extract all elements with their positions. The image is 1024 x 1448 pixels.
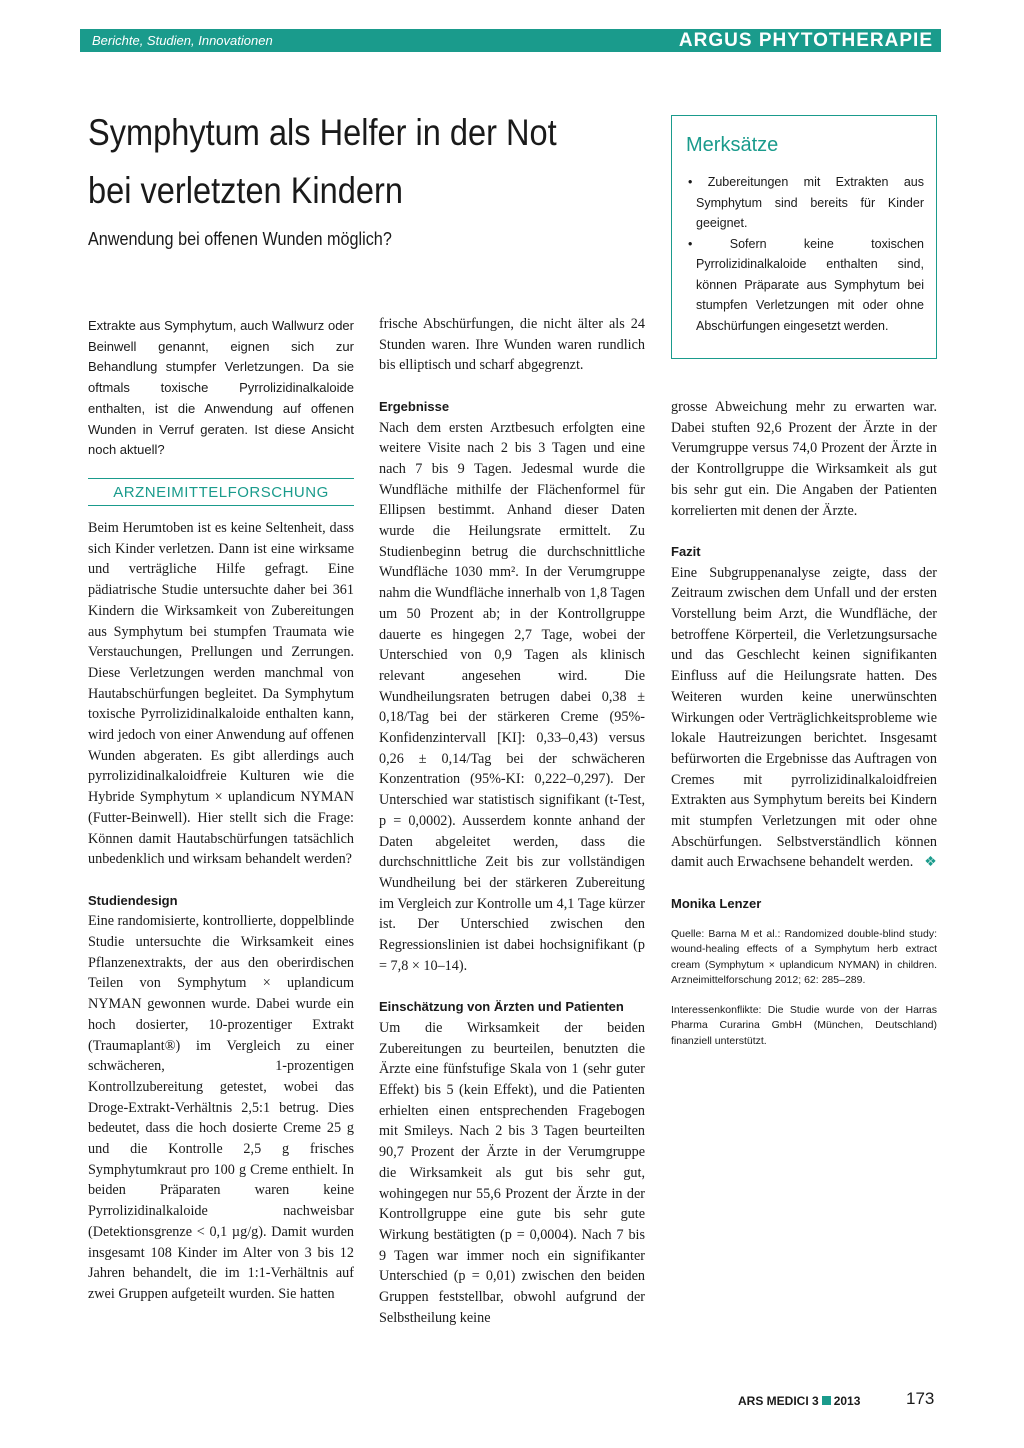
page-number: 173 xyxy=(906,1389,935,1408)
conflicts-of-interest: Interessenkonflikte: Die Studie wurde von der Harras Pharma Curarina GmbH (München, Deutschland) finanziell unterstützt. xyxy=(671,1003,937,1047)
fazit-text: Eine Subgruppenanalyse zeigte, dass der Zeitraum zwischen dem Unfall und der ersten Vorstellung beim Arzt, die Wundfläche, der betroffene Körperteil, die Verletzungsursache und das Geschlecht keinen signifikanten Einfluss auf die Heilungsrate hatten. Des Weiteren wurden keine unerwünschten Wirkungen oder Verträglichkeitsprobleme wie lokale Hautreizungen berichtet. Insgesamt befürworten die Ergebnisse das Auftragen von Cremes mit pyrrolizidinalkaloidfreien Extrakten aus Symphytum bereits bei Kindern mit stumpfen Verletzungen mit oder ohne Abschürfungen. Selbstverständlich können damit auch Erwachsene behandelt werden. xyxy=(671,564,937,871)
heading-fazit: Fazit xyxy=(671,543,701,559)
square-icon xyxy=(822,1396,831,1405)
section-label: ARZNEIMITTELFORSCHUNG xyxy=(88,478,354,506)
body-paragraph: Nach dem ersten Arztbesuch erfolgten eine weitere Visite nach 2 bis 3 Tagen und eine nach 7 bis 9 Tagen. Jedesmal wurde die Wundfläche mithilfe der Flächenformel für Ellipsen bestimmt. Anhand dieser Daten wurde die Heilungsrate ermittelt. Zu Studienbeginn betrug die durchschnittliche Wundfläche 1030 mm². In der Verumgruppe nahm die Wundfläche innerhalb von 1,8 Tagen um 50 Prozent ab; in der Kontrollgruppe dauerte es hingegen 2,7 Tage, wobei der Unterschied von 0,9 Tagen als klinisch relevant angesehen wird. Die Wundheilungsraten betrugen dabei 0,38 ± 0,18/Tag bei der stärkeren Creme (95%-Konfidenzintervall [KI]: 0,33–0,43) versus 0,26 ± 0,14/Tag bei der schwächeren Konzentration (95%-KI: 0,222–0,297). Der Unterschied war statistisch signifikant (t-Test, p = 0,0002). Ausserdem konnte anhand der Daten abgeleitet werden, dass die durchschnittliche Zeit bis zur vollständigen Wundheilung bei der stärkeren Zubereitung im Vergleich zur Kontrolle um 4,1 Tage kürzer ist. Der Unterschied zwischen den Regressionslinien ist dabei hochsignifikant (p = 7,8 × 10–14). xyxy=(379,419,645,974)
header-bar xyxy=(80,29,941,52)
column-1 xyxy=(88,518,354,1305)
merksaetze-list xyxy=(684,172,924,336)
heading-studiendesign: Studiendesign xyxy=(88,892,178,908)
article-title xyxy=(88,104,581,220)
body-paragraph: frische Abschürfungen, die nicht älter als 24 Stunden waren. Ihre Wunden waren rundlich bis elliptisch und scharf abgegrenzt. xyxy=(379,316,645,374)
journal-name: ARS MEDICI 3 xyxy=(738,1394,819,1408)
section-name: Berichte, Studien, Innovationen xyxy=(92,33,273,48)
merksaetze-item: • Sofern keine toxischen Pyrrolizidinalkaloide enthalten sind, können Präparate aus Symphytum bei stumpfen Verletzungen mit oder ohne Abschürfungen eingesetzt werden. xyxy=(688,236,924,333)
brand-title: ARGUS PHYTOTHERAPIE xyxy=(678,30,933,51)
merksaetze-box xyxy=(671,115,937,359)
source-citation: Quelle: Barna M et al.: Randomized double-blind study: wound-healing effects of a Symphytum herb extract cream (Symphytum × uplandicum NYMAN) in children. Arzneimittelforschung 2012; 62: 285–289. xyxy=(671,927,937,987)
merksaetze-item: • Zubereitungen mit Extrakten aus Symphytum sind bereits für Kinder geeignet. xyxy=(688,175,924,230)
article-lead: Extrakte aus Symphytum, auch Wallwurz oder Beinwell genannt, eignen sich zur Behandlung stumpfer Verletzungen. Da sie oftmals toxische Pyrrolizidinalkaloide enthalten, ist die Anwendung auf offenen Wunden in Verruf geraten. Ist diese Ansicht noch aktuell? xyxy=(88,318,354,458)
footer-journal xyxy=(738,1394,860,1408)
column-2 xyxy=(379,314,645,1328)
column-3 xyxy=(671,397,937,1049)
title-line-1: Symphytum als Helfer in der Not xyxy=(88,112,557,153)
heading-einschaetzung: Einschätzung von Ärzten und Patienten xyxy=(379,999,624,1015)
body-paragraph xyxy=(671,563,937,874)
merksaetze-title: Merksätze xyxy=(686,134,779,156)
body-paragraph: Eine randomisierte, kontrollierte, doppelblinde Studie untersuchte die Wirksamkeit eines Pflanzenextrakts, der aus den oberirdischen Teilen von Symphytum × uplandicum NYMAN gewonnen wurde. Dabei wurde ein hoch dosierter, 10-prozentiger Extrakt (Traumaplant®) im Vergleich zu einer schwächeren, 1-prozentigen Kontrollzubereitung getestet, wobei das Droge-Extrakt-Verhältnis 2,5:1 betrug. Dies bedeutet, dass die hoch dosierte Creme 25 g und die Kontrolle 2,5 g frisches Symphytumkraut pro 100 g Creme enthielt. In beiden Präparaten waren keine Pyrrolizidinalkaloide nachweisbar (Detektionsgrenze < 0,1 µg/g). Damit wurden insgesamt 108 Kinder im Alter von 3 bis 12 Jahren behandelt, die im 1:1-Verhältnis auf zwei Gruppen aufgeteilt wurden. Sie hatten xyxy=(88,913,354,1302)
heading-ergebnisse: Ergebnisse xyxy=(379,398,450,414)
end-mark-icon: ❖ xyxy=(924,854,937,871)
body-paragraph: Um die Wirksamkeit der beiden Zubereitungen zu beurteilen, benutzten die Ärzte eine fünfstufige Skala von 1 (sehr guter Effekt) bis 5 (kein Effekt), und die Patienten erhielten einen entsprechenden Fragebogen mit Smileys. Nach 2 bis 3 Tagen beurteilten 90,7 Prozent der Ärzte in der Verumgruppe die Wirksamkeit als gut bis sehr gut, wohingegen nur 55,6 Prozent der Ärzte in der Kontrollgruppe eine gute bis sehr gute Wirkung bestätigten (p = 0,0004). Nach 7 bis 9 Tagen war immer noch ein signifikanter Unterschied (p = 0,01) zwischen den beiden Gruppen feststellbar, obwohl aufgrund der Selbstheilung keine xyxy=(379,1019,645,1326)
body-paragraph: Beim Herumtoben ist es keine Seltenheit, dass sich Kinder verletzen. Dann ist eine wirksame und verträgliche Hilfe gefragt. Eine pädiatrische Studie untersuchte daher bei 361 Kindern die Wirksamkeit von Zubereitungen aus Symphytum bei stumpfen Traumata wie Verstauchungen, Prellungen und Zerrungen. Diese Verletzungen werden manchmal von Hautabschürfungen begleitet. Da Symphytum toxische Pyrrolizidinalkaloide enthalten kann, wird jedoch von einer Anwendung auf offenen Wunden abgeraten. Es gibt allerdings auch pyrrolizidinalkaloidfreie Kulturen wie die Hybride Symphytum × uplandicum NYMAN (Futter-Beinwell). Hier stellt sich die Frage: Können damit Hautabschürfungen tatsächlich unbedenklich und wirksam behandelt werden? xyxy=(88,520,354,868)
body-paragraph: grosse Abweichung mehr zu erwarten war. Dabei stuften 92,6 Prozent der Ärzte in der Verumgruppe versus 74,0 Prozent der Ärzte in der Kontrollgruppe die Wirksamkeit als gut bis sehr gut ein. Die Angaben der Patienten korrelierten mit denen der Ärzte. xyxy=(671,399,937,519)
author-name: Monika Lenzer xyxy=(671,895,762,911)
article-subtitle: Anwendung bei offenen Wunden möglich? xyxy=(88,229,392,249)
journal-year: 2013 xyxy=(833,1394,861,1408)
title-line-2: bei verletzten Kindern xyxy=(88,170,403,211)
